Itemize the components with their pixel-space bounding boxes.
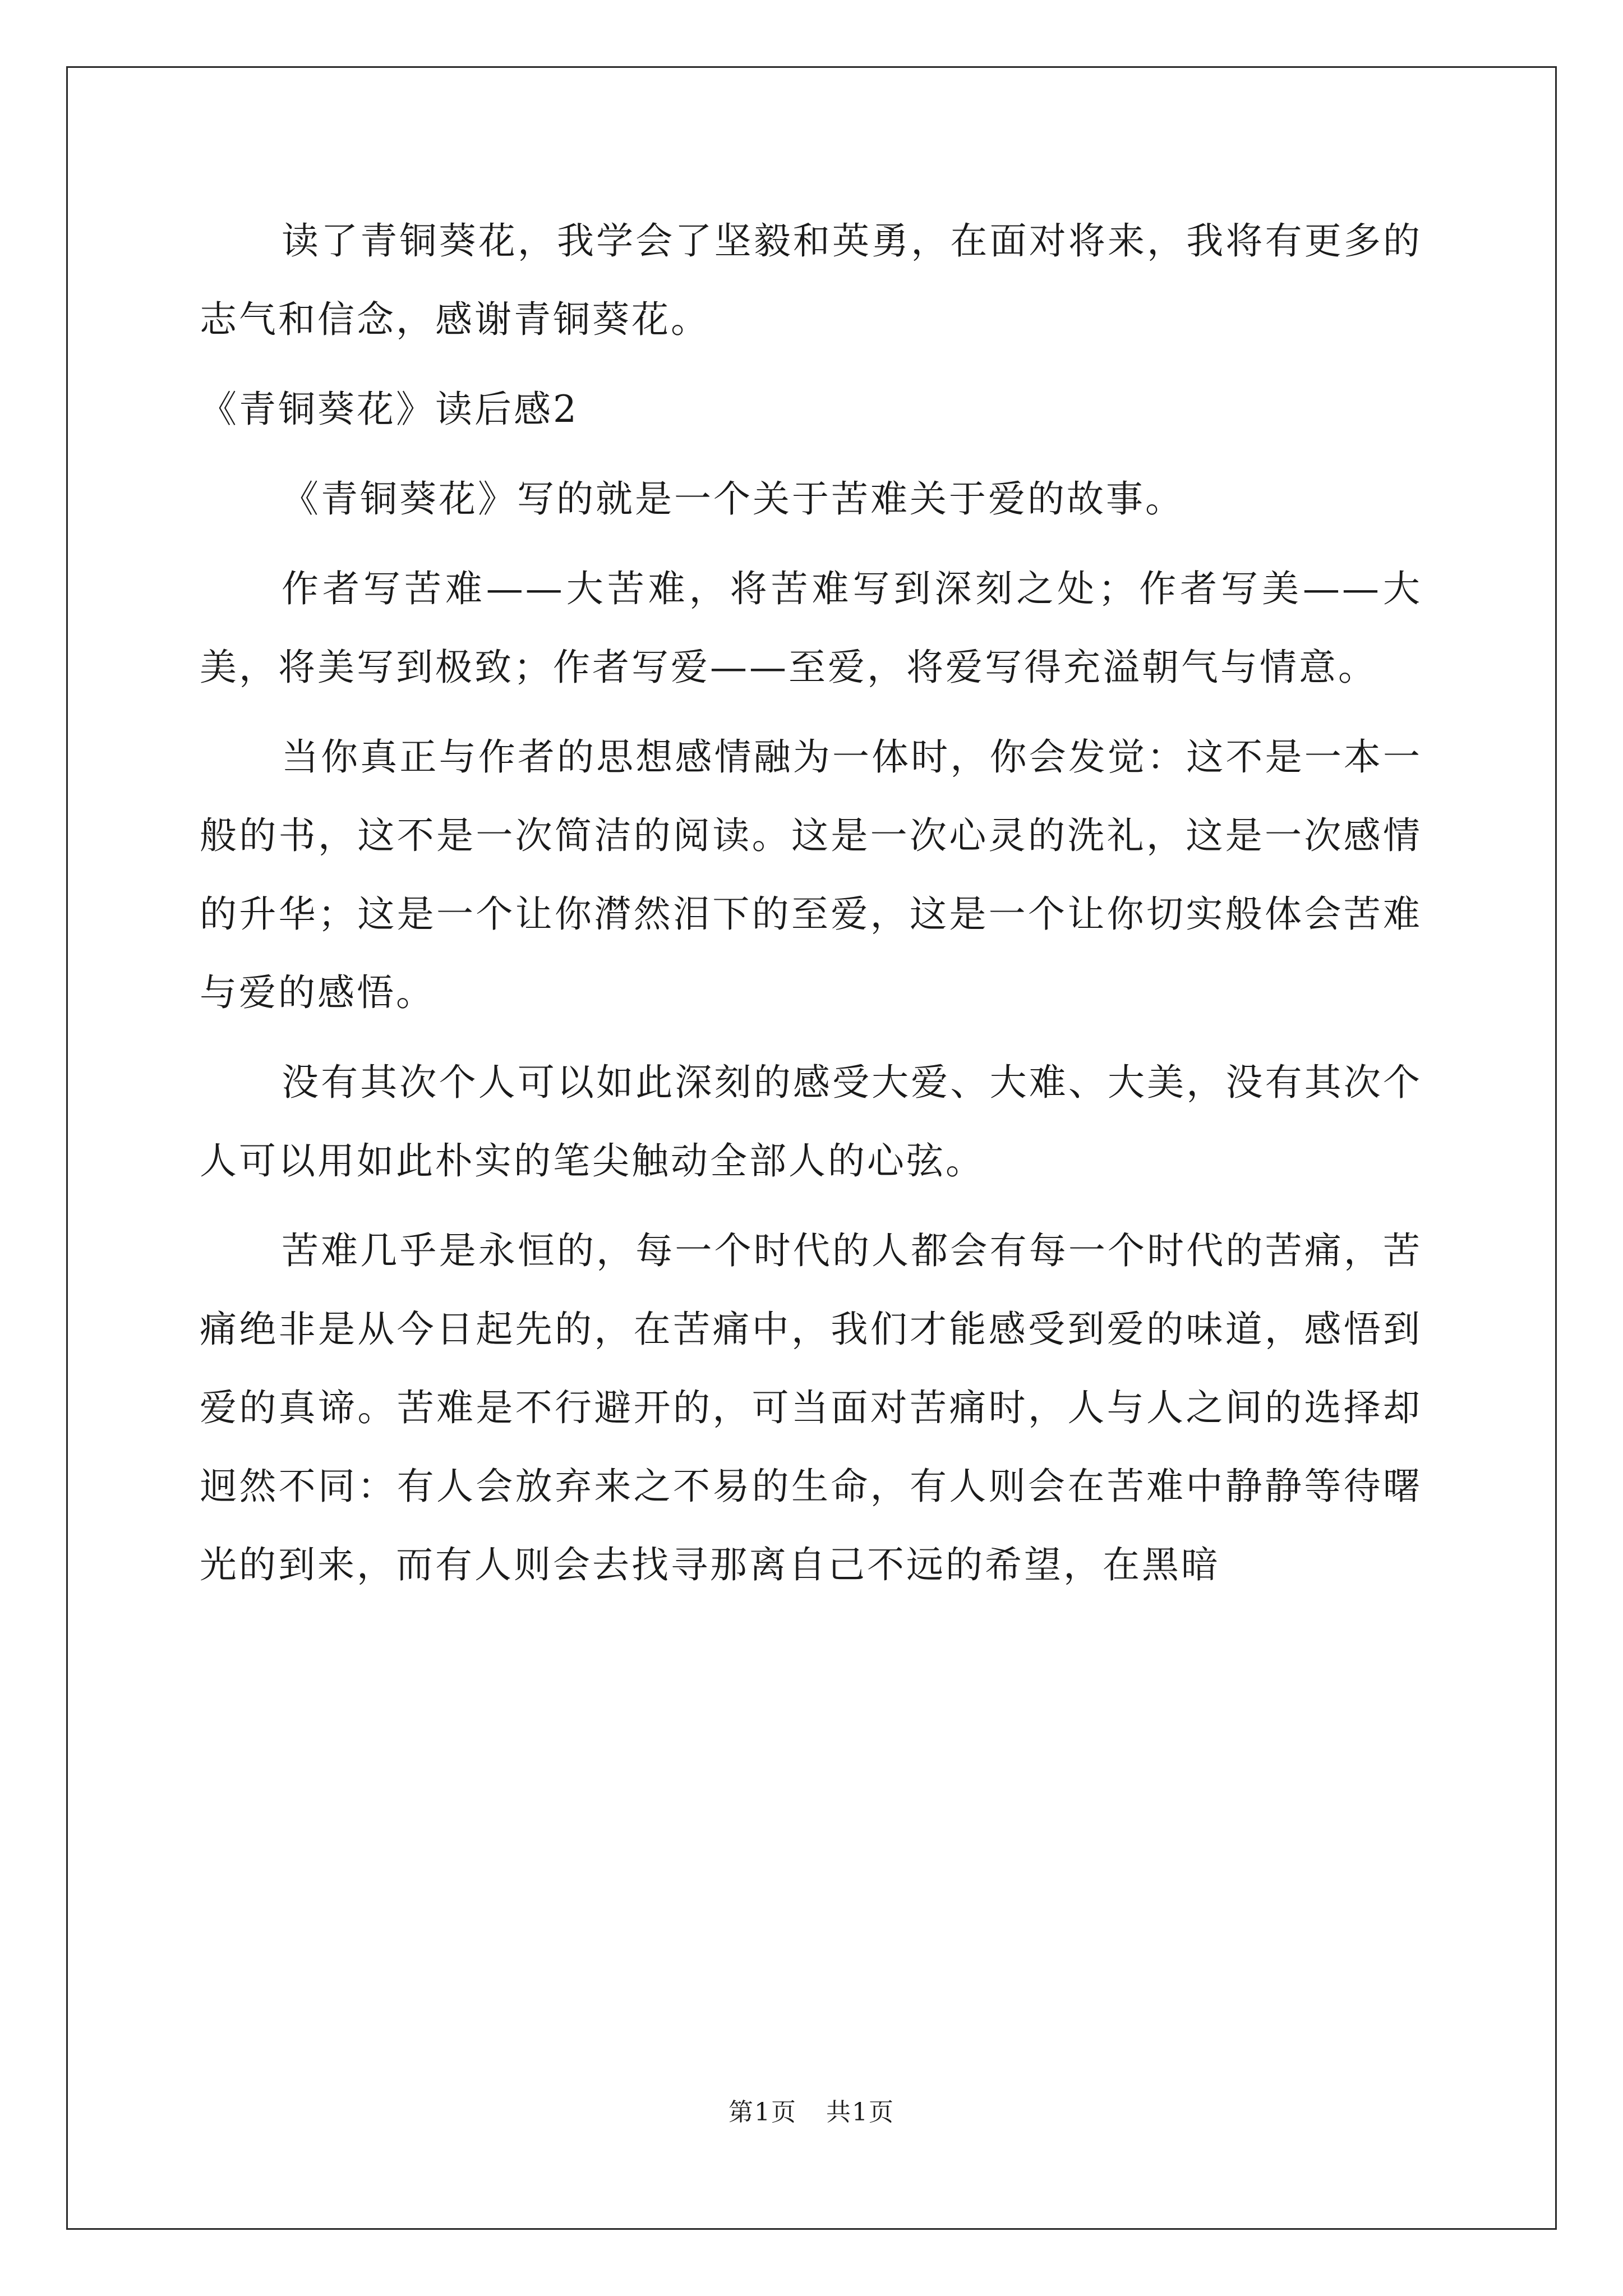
section-heading: 《青铜葵花》读后感2 [200,388,579,431]
paragraph: 《青铜葵花》写的就是一个关于苦难关于爱的故事。 [282,477,1184,521]
document-body [200,202,1422,1604]
page-footer [0,2096,1623,2129]
page-total: 共1页 [826,2098,895,2127]
paragraph: 苦难几乎是永恒的，每一个时代的人都会有每一个时代的苦痛，苦痛绝非是从今日起先的，在苦痛中，我们才能感受到爱的味道，感悟到爱的真谛。苦难是不行避开的，可当面对苦痛时，人与人之间的选择却迥然不同：有人会放弃来之不易的生命，有人则会在苦难中静静等待曙光的到来，而有人则会去找寻那离自己不远的希望，在黑暗 [200,1229,1422,1586]
paragraph: 没有其次个人可以如此深刻的感受大爱、大难、大美，没有其次个人可以用如此朴实的笔尖触动全部人的心弦。 [200,1061,1422,1182]
page-number: 第1页 [728,2098,797,2127]
paragraph: 作者写苦难——大苦难，将苦难写到深刻之处；作者写美——大美，将美写到极致；作者写爱——至爱，将爱写得充溢朝气与情意。 [200,567,1422,689]
paragraph: 读了青铜葵花，我学会了坚毅和英勇，在面对将来，我将有更多的志气和信念，感谢青铜葵花。 [200,219,1422,341]
paragraph: 当你真正与作者的思想感情融为一体时，你会发觉：这不是一本一般的书，这不是一次简洁的阅读。这是一次心灵的洗礼，这是一次感情的升华；这是一个让你潸然泪下的至爱，这是一个让你切实般体会苦难与爱的感悟。 [200,735,1422,1014]
